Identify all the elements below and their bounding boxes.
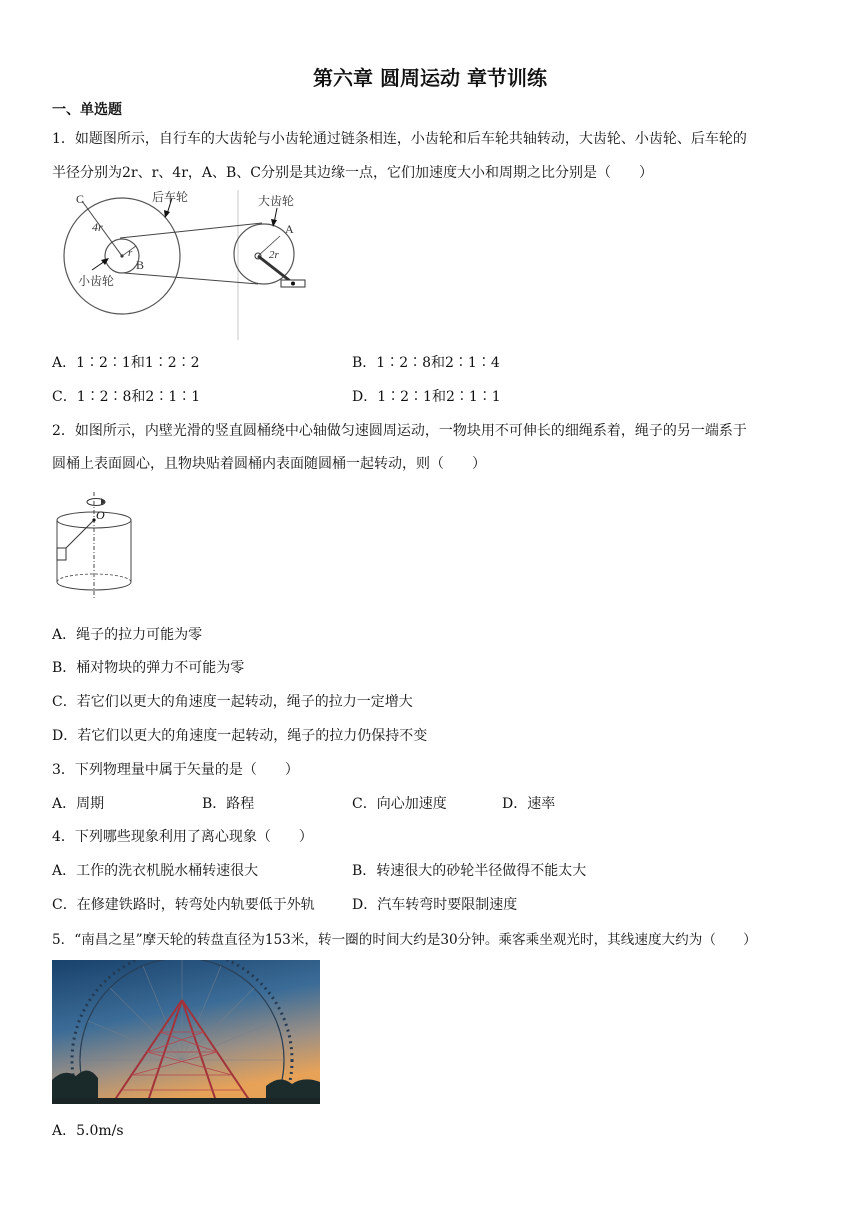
question-1-option-b[interactable]: B．1∶2∶8和2∶1∶4: [352, 355, 500, 371]
question-2-option-d[interactable]: D．若它们以更大的角速度一起转动，绳子的拉力仍保持不变: [52, 728, 428, 744]
question-3-option-d[interactable]: D．速率: [502, 796, 556, 812]
label-2r: 2r: [269, 249, 279, 261]
label-c: C: [76, 192, 85, 206]
label-4r: 4r: [92, 220, 103, 234]
question-4-option-b[interactable]: B．转速很大的砂轮半径做得不能太大: [352, 863, 587, 879]
label-r: r: [128, 247, 133, 259]
question-3-option-a[interactable]: A．周期: [52, 796, 105, 812]
question-1-line-2: 半径分别为2r、r、4r，A、B、C分别是其边缘一点，它们加速度大小和周期之比分别是（ ）: [52, 165, 653, 181]
page-title: 第六章 圆周运动 章节训练: [313, 66, 547, 90]
section-heading: 一、单选题: [52, 102, 122, 118]
question-3-option-c[interactable]: C．向心加速度: [352, 796, 447, 812]
question-4-line-1: 4．下列哪些现象利用了离心现象（ ）: [52, 829, 313, 845]
label-small-gear: 小齿轮: [78, 274, 115, 288]
label-a: A: [285, 222, 294, 236]
label-big-gear: 大齿轮: [258, 194, 295, 208]
question-1-option-a[interactable]: A．1∶2∶1和1∶2∶2: [52, 355, 200, 371]
ferris-wheel-photo: [52, 960, 320, 1104]
rope: [64, 520, 94, 550]
question-1-option-d[interactable]: D．1∶2∶1和2∶1∶1: [352, 389, 501, 405]
cylinder-diagram: [52, 490, 142, 602]
label-b: B: [136, 258, 145, 272]
label-rear-wheel: 后车轮: [152, 190, 189, 204]
question-2-option-b[interactable]: B．桶对物块的弹力不可能为零: [52, 660, 245, 676]
question-4-option-d[interactable]: D．汽车转弯时要限制速度: [352, 897, 518, 913]
question-4-option-a[interactable]: A．工作的洗衣机脱水桶转速很大: [52, 863, 259, 879]
label-o: O: [96, 508, 105, 522]
question-5-line-1: 5．“南昌之星”摩天轮的转盘直径为153米，转一圈的时间大约是30分钟。乘客乘坐观光时，其线速度大约为（ ）: [52, 932, 757, 948]
block: [57, 548, 66, 560]
question-2-option-c[interactable]: C．若它们以更大的角速度一起转动，绳子的拉力一定增大: [52, 694, 413, 710]
question-3-line-1: 3．下列物理量中属于矢量的是（ ）: [52, 762, 299, 778]
question-5-option-a[interactable]: A．5.0m/s: [52, 1123, 124, 1139]
bicycle-gear-diagram: [52, 188, 322, 340]
question-2-line-2: 圆桶上表面圆心，且物块贴着圆桶内表面随圆桶一起转动，则（ ）: [52, 456, 486, 472]
question-4-option-c[interactable]: C．在修建铁路时，转弯处内轨要低于外轨: [52, 897, 315, 913]
question-3-option-b[interactable]: B．路程: [202, 796, 255, 812]
question-1-line-1: 1．如题图所示，自行车的大齿轮与小齿轮通过链条相连，小齿轮和后车轮共轴转动，大齿轮、小齿轮、后车轮的: [52, 131, 747, 147]
question-2-line-1: 2．如图所示，内壁光滑的竖直圆桶绕中心轴做匀速圆周运动，一物块用不可伸长的细绳系着，绳子的另一端系于: [52, 423, 747, 439]
question-1-option-c[interactable]: C．1∶2∶8和2∶1∶1: [52, 389, 201, 405]
question-2-option-a[interactable]: A．绳子的拉力可能为零: [52, 627, 203, 643]
